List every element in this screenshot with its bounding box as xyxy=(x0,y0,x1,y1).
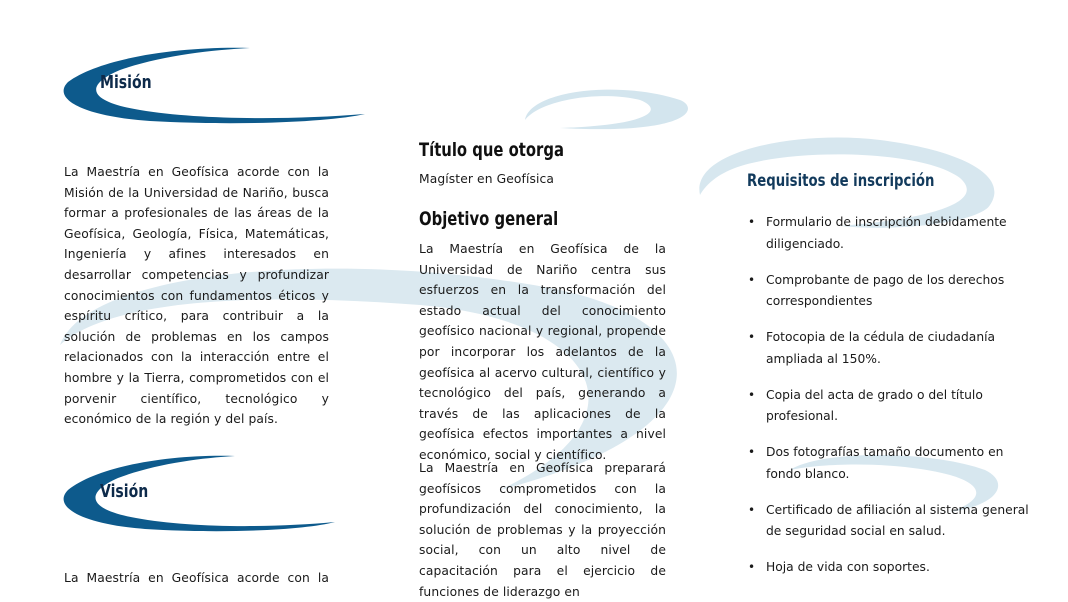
mision-title: Misión xyxy=(100,72,152,93)
bullet-icon: • xyxy=(748,272,756,287)
list-item xyxy=(748,557,1038,579)
requisito-text: Certificado de afiliación al sistema general de seguridad social en salud. xyxy=(766,502,1029,538)
list-item xyxy=(748,212,1038,255)
requisito-text: Fotocopia de la cédula de ciudadanía ampliada al 150%. xyxy=(766,330,996,366)
requisito-text: Copia del acta de grado o del título profesional. xyxy=(766,387,983,423)
bullet-icon: • xyxy=(748,560,756,574)
bullet-icon: • xyxy=(748,502,756,517)
requisitos-title: Requisitos de inscripción xyxy=(747,171,935,191)
objetivo-paragraph-2: La Maestría en Geofísica preparará geofísicos comprometidos con la profundización del conocimiento, la solución de problemas y la proyección social, con un alto nivel de capacitación para el ejercicio de funciones de liderazgo en xyxy=(419,461,666,599)
mision-text: La Maestría en Geofísica acorde con la Misión de la Universidad de Nariño, busca formar a profesionales de las áreas de la Geofísica, Geología, Física, Matemáticas, Ingeniería y afines interesados en desarrollar competencias y profundizar conocimientos con fundamentos éticos y espíritu crítico, para contribuir a la solución de problemas en los campos relacionados con la interacción entre el hombre y la Tierra, comprometidos con el porvenir científico, tecnológico y económico de la región y del país. xyxy=(64,165,329,427)
objetivo-heading: Objetivo general xyxy=(419,208,559,230)
requisitos-list xyxy=(748,212,1038,593)
bullet-icon: • xyxy=(748,215,756,229)
list-item xyxy=(748,385,1038,428)
requisito-text: Hoja de vida con soportes. xyxy=(766,560,930,574)
list-item xyxy=(748,500,1038,543)
list-item xyxy=(748,327,1038,370)
list-item xyxy=(748,270,1038,313)
bullet-icon: • xyxy=(748,330,756,344)
titulo-heading: Título que otorga xyxy=(419,139,564,161)
list-item xyxy=(748,442,1038,485)
vision-title: Visión xyxy=(100,481,149,502)
top-center-swoosh xyxy=(525,90,688,130)
requisito-text: Dos fotografías tamaño documento en fondo blanco. xyxy=(766,445,1004,481)
requisito-text: Formulario de inscripción debidamente diligenciado. xyxy=(766,215,1007,251)
bullet-icon: • xyxy=(748,445,756,459)
vision-text: La Maestría en Geofísica acorde con la xyxy=(64,571,329,585)
titulo-value: Magíster en Geofísica xyxy=(419,172,554,186)
objetivo-paragraph-1: La Maestría en Geofísica de la Universidad de Nariño centra sus esfuerzos en la transformación del estado actual del conocimiento geofísico nacional y regional, propende por incorporar los adelantos de la geofísica al acervo cultural, científico y tecnológico del país, generando a través de las aplicaciones de la geofísica efectos importantes a nivel económico, social y científico. xyxy=(419,242,666,462)
requisito-text: Comprobante de pago de los derechos correspondientes xyxy=(766,272,1005,308)
bullet-icon: • xyxy=(748,387,756,402)
